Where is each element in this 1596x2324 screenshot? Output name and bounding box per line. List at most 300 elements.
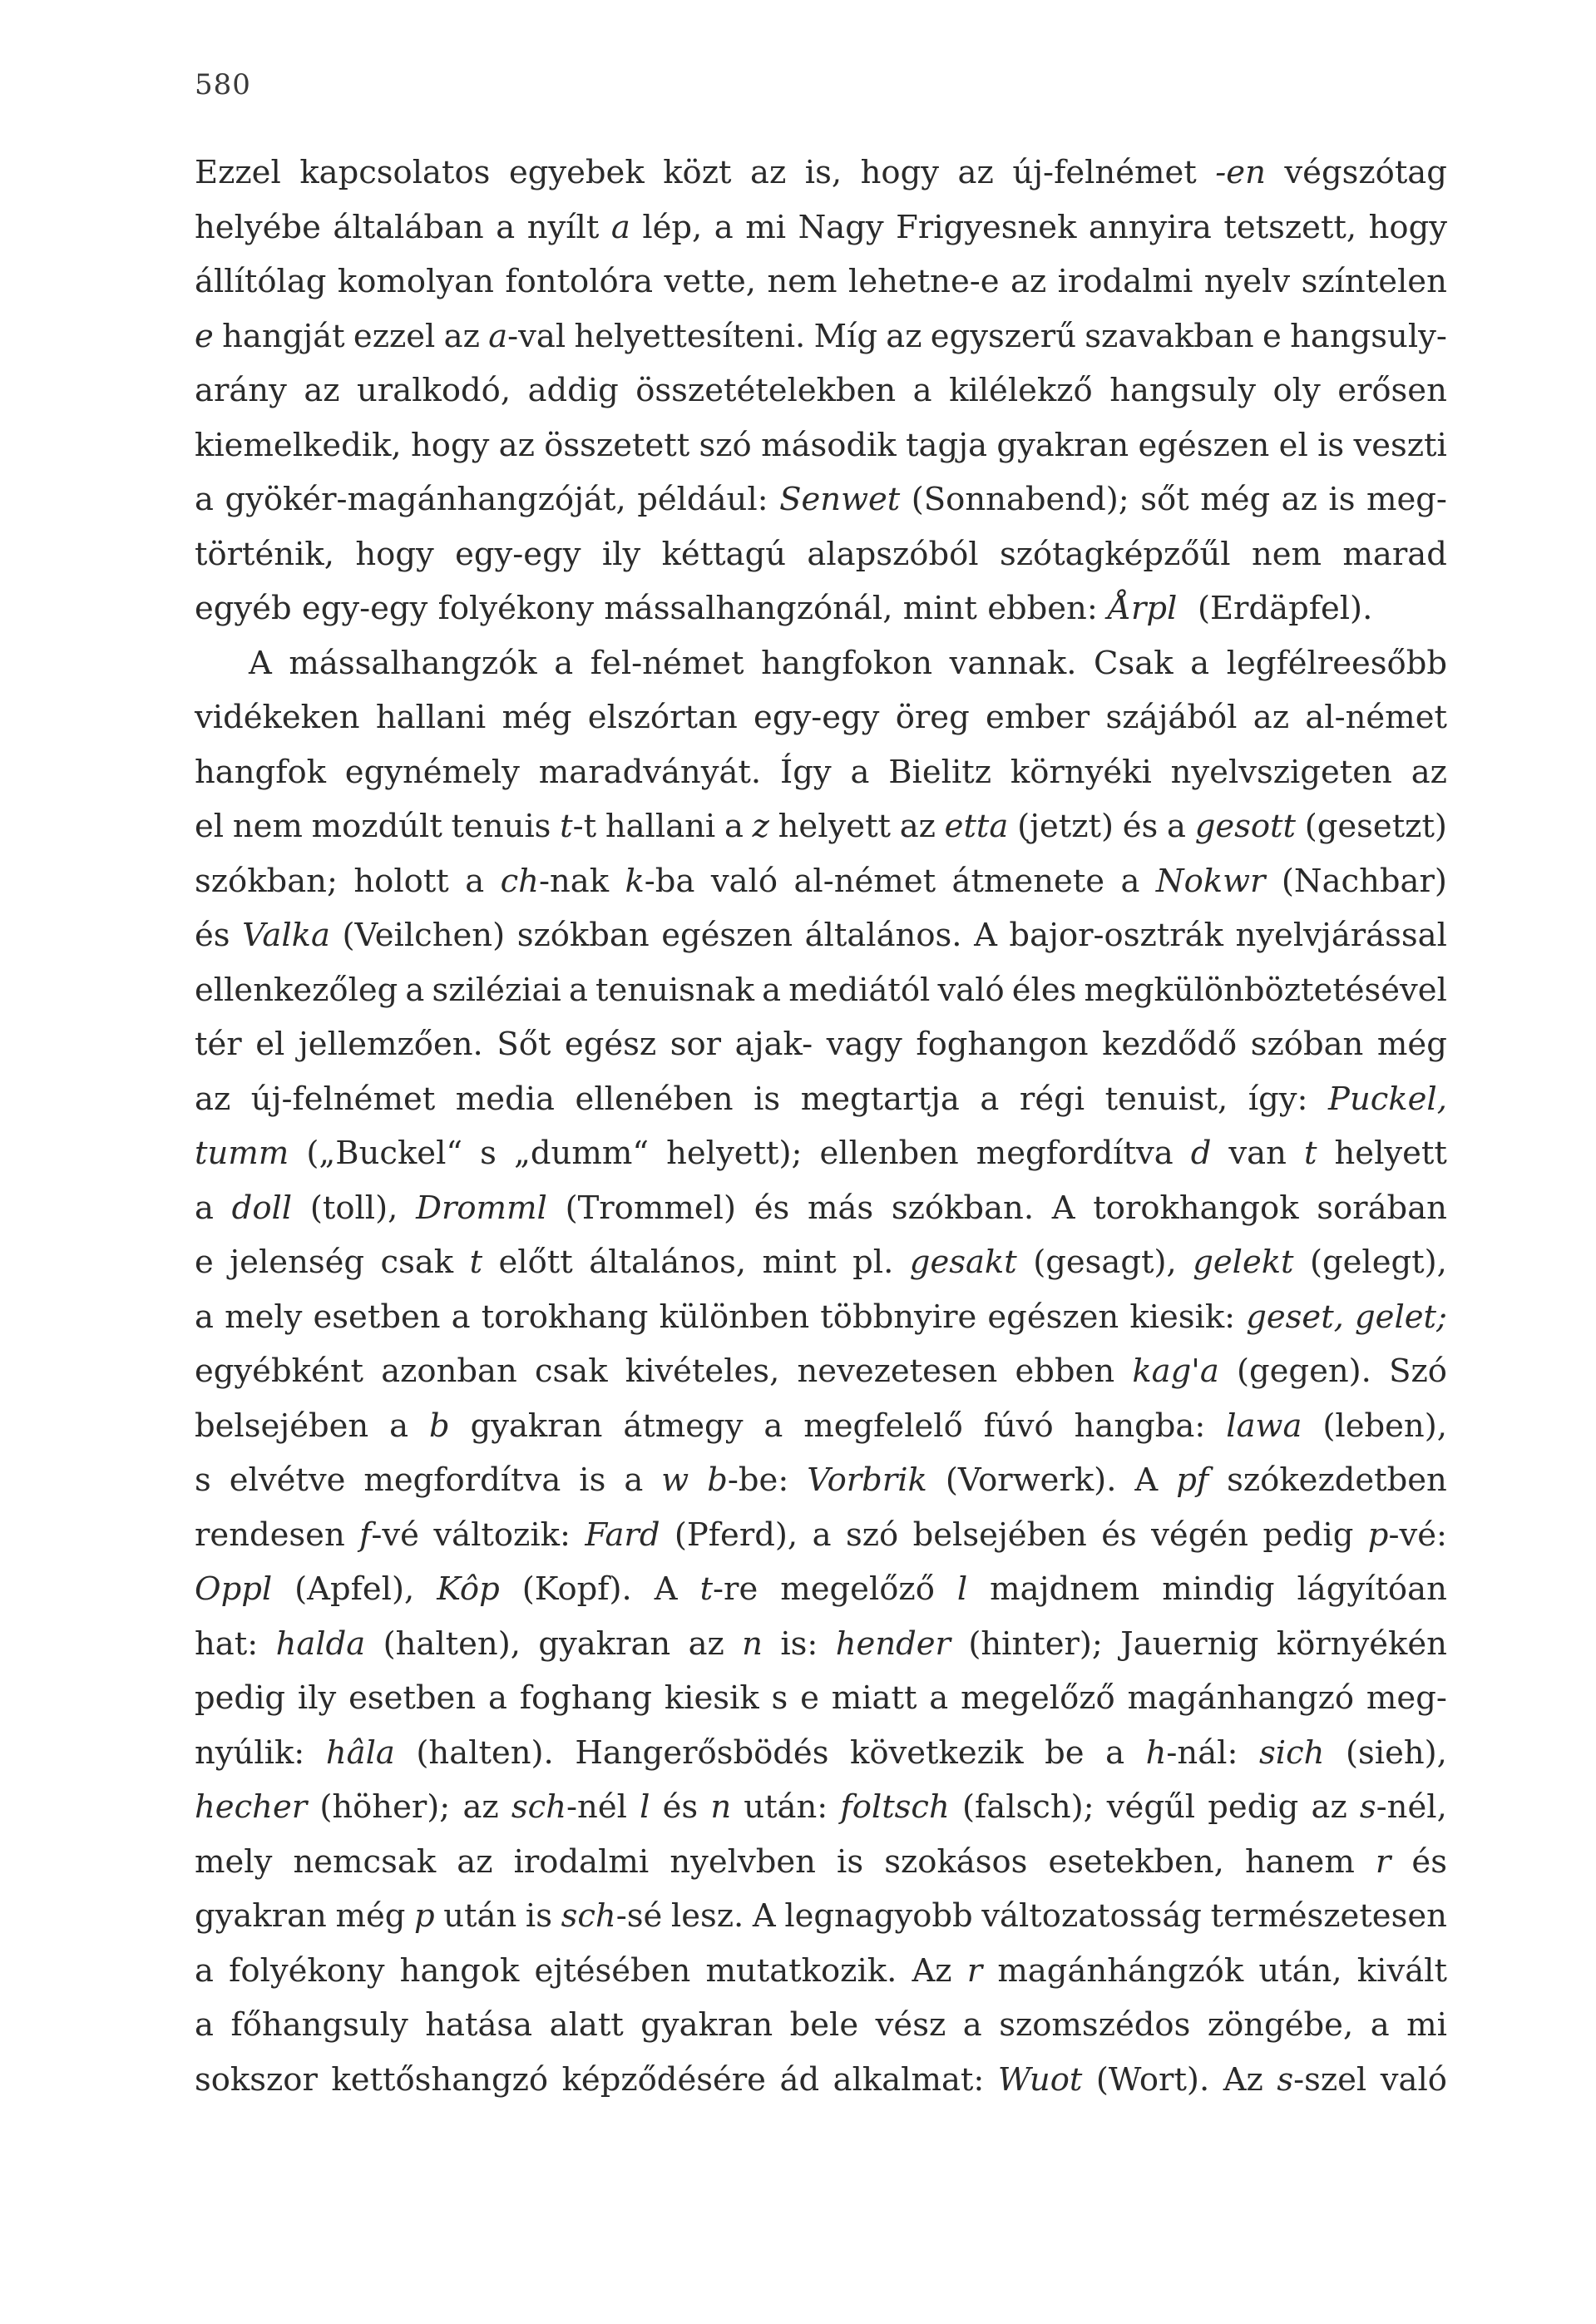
italic-term: Oppl <box>195 1570 273 1608</box>
word: vidékeken <box>195 699 360 736</box>
text-line <box>195 963 1447 1018</box>
word: (jetzt) <box>1017 808 1114 845</box>
word: Jauernig <box>1120 1624 1259 1663</box>
word: a <box>195 1298 214 1336</box>
word: mely <box>195 1842 273 1881</box>
word: Nagy <box>798 208 884 246</box>
text-line <box>195 1835 1447 1890</box>
word: a <box>762 971 782 1009</box>
word: az <box>688 1624 724 1663</box>
italic-term: t <box>699 1570 714 1608</box>
word: szó <box>845 1516 899 1554</box>
word: nyelvszigeten <box>1170 753 1392 791</box>
italic-term: pf <box>1176 1461 1209 1499</box>
text-line <box>195 1617 1447 1672</box>
word: is <box>1328 481 1356 518</box>
word: folyékony <box>229 1951 385 1990</box>
word: képződésére <box>561 2060 766 2099</box>
word: a <box>1370 2006 1390 2044</box>
word: Szó <box>1389 1352 1447 1390</box>
word: az <box>462 1788 499 1826</box>
word: és <box>1101 1516 1137 1554</box>
italic-term: foltsch <box>840 1788 950 1826</box>
word: legfélreesőbb <box>1226 644 1447 682</box>
word: (Apfel), <box>294 1570 415 1608</box>
word: még <box>335 1897 406 1935</box>
italic-term: Puckel, <box>1328 1080 1447 1118</box>
word: hallani <box>605 808 716 845</box>
word: öreg <box>895 699 970 736</box>
text-line <box>195 1235 1447 1290</box>
word: és <box>1411 1842 1447 1881</box>
word: főhangsuly <box>230 2006 408 2044</box>
word: hogy <box>1368 208 1447 246</box>
word: sőt <box>1140 481 1189 518</box>
italic-term: e <box>195 317 214 355</box>
word <box>585 1508 660 1563</box>
word: még <box>502 699 572 736</box>
word: nemcsak <box>293 1842 437 1881</box>
word: ellenben <box>819 1135 959 1172</box>
word: ebben: <box>987 590 1098 627</box>
word: sch-sé <box>561 1889 663 1944</box>
word: (gelegt), <box>1309 1244 1447 1281</box>
word: (halten), <box>383 1624 521 1663</box>
word: torokhangok <box>1093 1189 1299 1227</box>
italic-term: sich <box>1259 1733 1325 1772</box>
word: az <box>899 808 936 845</box>
word: egészen <box>987 1298 1119 1336</box>
word: a <box>980 1080 1000 1118</box>
word: meg- <box>1366 481 1447 518</box>
word: Frigyesnek <box>896 208 1077 246</box>
word: megfelelő <box>803 1407 963 1445</box>
italic-term: t <box>469 1244 483 1281</box>
word <box>1195 799 1296 854</box>
word: egyéb <box>195 590 292 627</box>
word: Hangerősbödés <box>575 1733 829 1772</box>
word: is <box>837 1842 864 1881</box>
italic-term: lawa <box>1226 1407 1302 1445</box>
text-line <box>195 1399 1447 1454</box>
word: általában <box>333 208 484 246</box>
word: egyebek <box>508 154 645 191</box>
text-line <box>195 745 1447 800</box>
word: legnagyobb <box>784 1897 973 1935</box>
word: Csak <box>1094 644 1174 682</box>
word: el <box>255 1026 285 1063</box>
italic-term: p <box>414 1897 435 1935</box>
word: nyelvjárással <box>1235 917 1447 954</box>
word: a <box>624 1461 644 1499</box>
word: még <box>1200 481 1271 518</box>
word: helyett <box>1334 1135 1447 1172</box>
word: egész <box>564 1026 657 1063</box>
word: vannak. <box>949 644 1077 682</box>
word: kivált <box>1356 1951 1447 1990</box>
word: is: <box>780 1624 818 1663</box>
word: környékén <box>1276 1624 1447 1663</box>
word <box>232 1181 292 1236</box>
word: alapszóból <box>807 535 979 573</box>
word: után, <box>1258 1951 1342 1990</box>
word: és <box>1122 808 1159 845</box>
word: szájából <box>1105 699 1238 736</box>
word: állítólag <box>195 263 327 300</box>
word: A <box>654 1570 678 1608</box>
word: helyébe <box>195 208 321 246</box>
word: mozdúlt <box>311 808 442 845</box>
word <box>840 1780 949 1835</box>
word: a <box>487 1679 507 1717</box>
word: Sőt <box>497 1026 551 1063</box>
italic-term: a <box>488 317 508 355</box>
word: ellenkezőleg <box>195 971 398 1009</box>
italic-term: l <box>956 1570 968 1608</box>
word: a <box>850 753 870 791</box>
word: sor <box>670 1026 722 1063</box>
word: el <box>195 808 225 845</box>
word: vész <box>875 2006 946 2044</box>
word: sokszor <box>195 2060 318 2099</box>
word: is <box>525 1897 552 1935</box>
word: t-re <box>700 1562 758 1617</box>
word: fontolóra <box>505 263 654 300</box>
word: (Vorwerk). <box>945 1461 1117 1499</box>
word: (sieh), <box>1345 1733 1447 1772</box>
word: (Nachbar) <box>1281 862 1447 900</box>
word: összetételekben <box>635 372 897 409</box>
word: helyett); <box>666 1135 803 1172</box>
word: az <box>957 154 994 191</box>
word: (halten). <box>416 1733 554 1772</box>
word <box>195 1126 289 1181</box>
word: meg- <box>1366 1679 1447 1717</box>
word: végén <box>1151 1516 1248 1554</box>
word: hangfokon <box>761 644 933 682</box>
word: után: <box>744 1788 828 1826</box>
word: k-ba <box>625 854 694 909</box>
word: (gesagt), <box>1033 1244 1177 1281</box>
text-line <box>195 255 1447 309</box>
text-line <box>195 1290 1447 1345</box>
word: szóban <box>1250 1026 1364 1063</box>
word: magánhangzó <box>1127 1679 1355 1717</box>
word: pl. <box>852 1244 894 1281</box>
text-line <box>195 363 1447 418</box>
italic-term: d <box>1190 1135 1212 1172</box>
word: Így <box>780 753 832 791</box>
word: következik <box>850 1733 1024 1772</box>
word <box>611 200 630 255</box>
word: mely <box>225 1298 303 1336</box>
word: esetekben, <box>1048 1842 1224 1881</box>
word: p-vé: <box>1368 1508 1447 1563</box>
text-line <box>195 1998 1447 2053</box>
word: a <box>1190 644 1210 682</box>
word: az <box>304 372 340 409</box>
word: A <box>1051 1189 1075 1227</box>
italic-term: s <box>1359 1788 1376 1826</box>
italic-term: sch <box>561 1897 616 1935</box>
italic-term: Senwet <box>779 481 901 518</box>
word: szótagképzőűl <box>999 535 1231 573</box>
word: hat: <box>195 1624 259 1663</box>
word <box>242 908 330 963</box>
word: e <box>195 1244 214 1281</box>
word: a <box>195 1951 214 1990</box>
word: végűl <box>1106 1788 1196 1826</box>
italic-term: h <box>1145 1733 1167 1772</box>
word: és <box>195 917 230 954</box>
word: változik: <box>433 1516 571 1554</box>
word: hanem <box>1244 1842 1355 1881</box>
word: gyökér-magánhangzóját, <box>225 481 626 518</box>
italic-term: sch <box>511 1788 567 1826</box>
word: (Trommel) <box>565 1189 736 1227</box>
italic-term: n <box>742 1624 763 1663</box>
word: az <box>1010 263 1047 300</box>
word: (höher); <box>319 1788 451 1826</box>
word: pedig <box>195 1679 286 1717</box>
word: a <box>812 1516 832 1554</box>
word: való <box>937 971 1005 1009</box>
italic-term: Valka <box>242 917 330 954</box>
word: mint <box>902 590 977 627</box>
word: folyékony <box>437 590 594 627</box>
word <box>945 799 1009 854</box>
italic-term: geset, <box>1246 1298 1344 1336</box>
word: a <box>1120 862 1140 900</box>
text-line <box>195 1126 1447 1181</box>
word: általános, <box>589 1244 747 1281</box>
word: (Wort). <box>1095 2060 1210 2099</box>
word: gyakran <box>195 1897 327 1935</box>
word: például: <box>637 481 768 518</box>
word: foghangon <box>916 1026 1089 1063</box>
text-line <box>195 527 1447 582</box>
word: megkülönböztetésével <box>1084 971 1447 1009</box>
word <box>326 1726 395 1781</box>
word <box>1132 1344 1218 1399</box>
word <box>1226 1399 1302 1454</box>
word <box>661 1453 689 1508</box>
word: tagja <box>906 426 988 464</box>
word: (falsch); <box>961 1788 1094 1826</box>
italic-term: Årpl <box>1108 590 1178 627</box>
word <box>807 1453 927 1508</box>
word: egészen <box>1138 426 1270 464</box>
text-line <box>195 1780 1447 1835</box>
word: hogy <box>410 426 490 464</box>
word: mássalhangzók <box>289 644 537 682</box>
word: nyelv <box>1203 263 1291 300</box>
italic-term: hâla <box>325 1733 395 1772</box>
word: kiesik <box>664 1679 759 1717</box>
word: bajor-osztrák <box>1009 917 1223 954</box>
word: új-felnémet <box>250 1080 436 1118</box>
word: nyúlik: <box>195 1733 305 1772</box>
italic-term: doll <box>231 1189 293 1227</box>
word: alatt <box>549 2006 624 2044</box>
word: „dumm“ <box>513 1135 650 1172</box>
word: nevezetesen <box>797 1352 998 1390</box>
word: t-t <box>560 799 596 854</box>
word: egy-egy <box>301 590 428 627</box>
italic-term: ch <box>500 862 539 900</box>
word: a <box>962 2006 982 2044</box>
word: mediától <box>788 971 931 1009</box>
word: esetben <box>348 1679 477 1717</box>
text-line <box>195 1508 1447 1563</box>
word: mint <box>762 1244 837 1281</box>
word: al-német <box>793 862 936 900</box>
word: előtt <box>498 1244 573 1281</box>
word: régi <box>1019 1080 1085 1118</box>
word: Az <box>912 1951 952 1990</box>
word: pedig <box>1208 1788 1299 1826</box>
word: egészen <box>661 917 793 954</box>
word <box>836 1617 951 1672</box>
word: helyett <box>778 808 892 845</box>
text-line <box>195 1181 1447 1236</box>
text-line <box>195 854 1447 909</box>
word: veszti <box>1353 426 1447 464</box>
word: tenuis <box>451 808 551 845</box>
word: gyakran <box>640 2006 773 2044</box>
word: az <box>750 154 787 191</box>
word: azonban <box>381 1352 517 1390</box>
word: helyettesíteni. <box>574 317 806 355</box>
text-line <box>195 799 1447 854</box>
word: („Buckel“ <box>306 1135 463 1172</box>
word: vette, <box>664 263 757 300</box>
word: többnyire <box>820 1298 977 1336</box>
word: a <box>195 1189 214 1227</box>
word: hangsuly- <box>1290 317 1447 355</box>
italic-term: s <box>1277 2060 1294 2099</box>
word: a <box>405 971 425 1009</box>
word: irodalmi <box>513 1842 650 1881</box>
word: az <box>1281 481 1317 518</box>
word: tetszett, <box>1223 208 1357 246</box>
word: pedig <box>1262 1516 1354 1554</box>
word: A <box>249 644 272 682</box>
word: a <box>465 862 485 900</box>
italic-term: gelekt <box>1193 1244 1294 1281</box>
italic-term: r <box>1375 1842 1391 1881</box>
word: sorában <box>1317 1189 1447 1227</box>
italic-term: hender <box>835 1624 951 1663</box>
word: ily <box>297 1679 337 1717</box>
word: majdnem <box>990 1570 1140 1608</box>
word: ád <box>779 2060 820 2099</box>
word <box>742 1617 763 1672</box>
italic-term: t <box>1303 1135 1317 1172</box>
word: hangfok <box>195 753 326 791</box>
page-number: 580 <box>195 68 251 101</box>
word: megelőző <box>961 1679 1115 1717</box>
word: (Veilchen) <box>342 917 506 954</box>
word: oly <box>1272 372 1321 409</box>
word: jellemzően. <box>298 1026 483 1063</box>
word: a <box>929 1679 949 1717</box>
word: kiesik: <box>1129 1298 1236 1336</box>
word: ch-nak <box>501 854 609 909</box>
word <box>1259 1726 1324 1781</box>
word: lágyítóan <box>1297 1570 1447 1608</box>
italic-term: r <box>966 1951 983 1990</box>
word: megelőző <box>780 1570 935 1608</box>
word: (gesetzt) <box>1304 808 1447 845</box>
word: b-be: <box>707 1453 788 1508</box>
word: kivételes, <box>625 1352 780 1390</box>
word <box>1193 1235 1293 1290</box>
word: a <box>1167 808 1186 845</box>
word <box>276 1617 366 1672</box>
word: annyira <box>1088 208 1212 246</box>
word: e <box>800 1679 819 1717</box>
word: van <box>1228 1135 1287 1172</box>
word: más <box>807 1189 874 1227</box>
word: (leben), <box>1322 1407 1447 1445</box>
word <box>1376 1835 1391 1890</box>
word: hangsuly <box>1109 372 1256 409</box>
word: erősen <box>1337 372 1447 409</box>
italic-term: l <box>640 1788 650 1826</box>
word: esetben <box>313 1298 441 1336</box>
word: a <box>763 1407 783 1445</box>
word <box>779 472 900 527</box>
word: az <box>443 317 480 355</box>
word: az <box>498 426 535 464</box>
word: fúvó <box>983 1407 1054 1445</box>
italic-term: p <box>1367 1516 1389 1554</box>
word: történik, <box>195 535 334 573</box>
word <box>1355 1290 1447 1345</box>
word: és <box>662 1788 699 1826</box>
text-line <box>195 1453 1447 1508</box>
word: az <box>1253 699 1290 736</box>
word: nem <box>1251 535 1322 573</box>
word: hangját <box>222 317 345 355</box>
word: végszótag <box>1284 154 1447 191</box>
word: gyakran <box>470 1407 603 1445</box>
word: kilélekző <box>949 372 1093 409</box>
word: így: <box>1248 1080 1308 1118</box>
word: mutatkozik. <box>705 1951 897 1990</box>
word: holott <box>353 862 449 900</box>
word: és <box>754 1189 790 1227</box>
word: megtartja <box>800 1080 960 1118</box>
word: torokhang <box>481 1298 649 1336</box>
word: szókban <box>516 917 650 954</box>
word: ejtésében <box>534 1951 691 1990</box>
italic-term: gesakt <box>909 1244 1017 1281</box>
text-line <box>195 1671 1447 1726</box>
word: a <box>1105 1733 1125 1772</box>
word <box>470 1235 482 1290</box>
word: (toll), <box>309 1189 398 1227</box>
word: kiemelkedik, <box>195 426 402 464</box>
italic-term: Kôp <box>437 1570 500 1608</box>
word: (hinter); <box>968 1624 1103 1663</box>
word: alkalmat: <box>833 2060 985 2099</box>
italic-term: halda <box>275 1624 366 1663</box>
word: az <box>195 1080 231 1118</box>
word: átmenete <box>951 862 1105 900</box>
italic-term: w <box>661 1461 689 1499</box>
